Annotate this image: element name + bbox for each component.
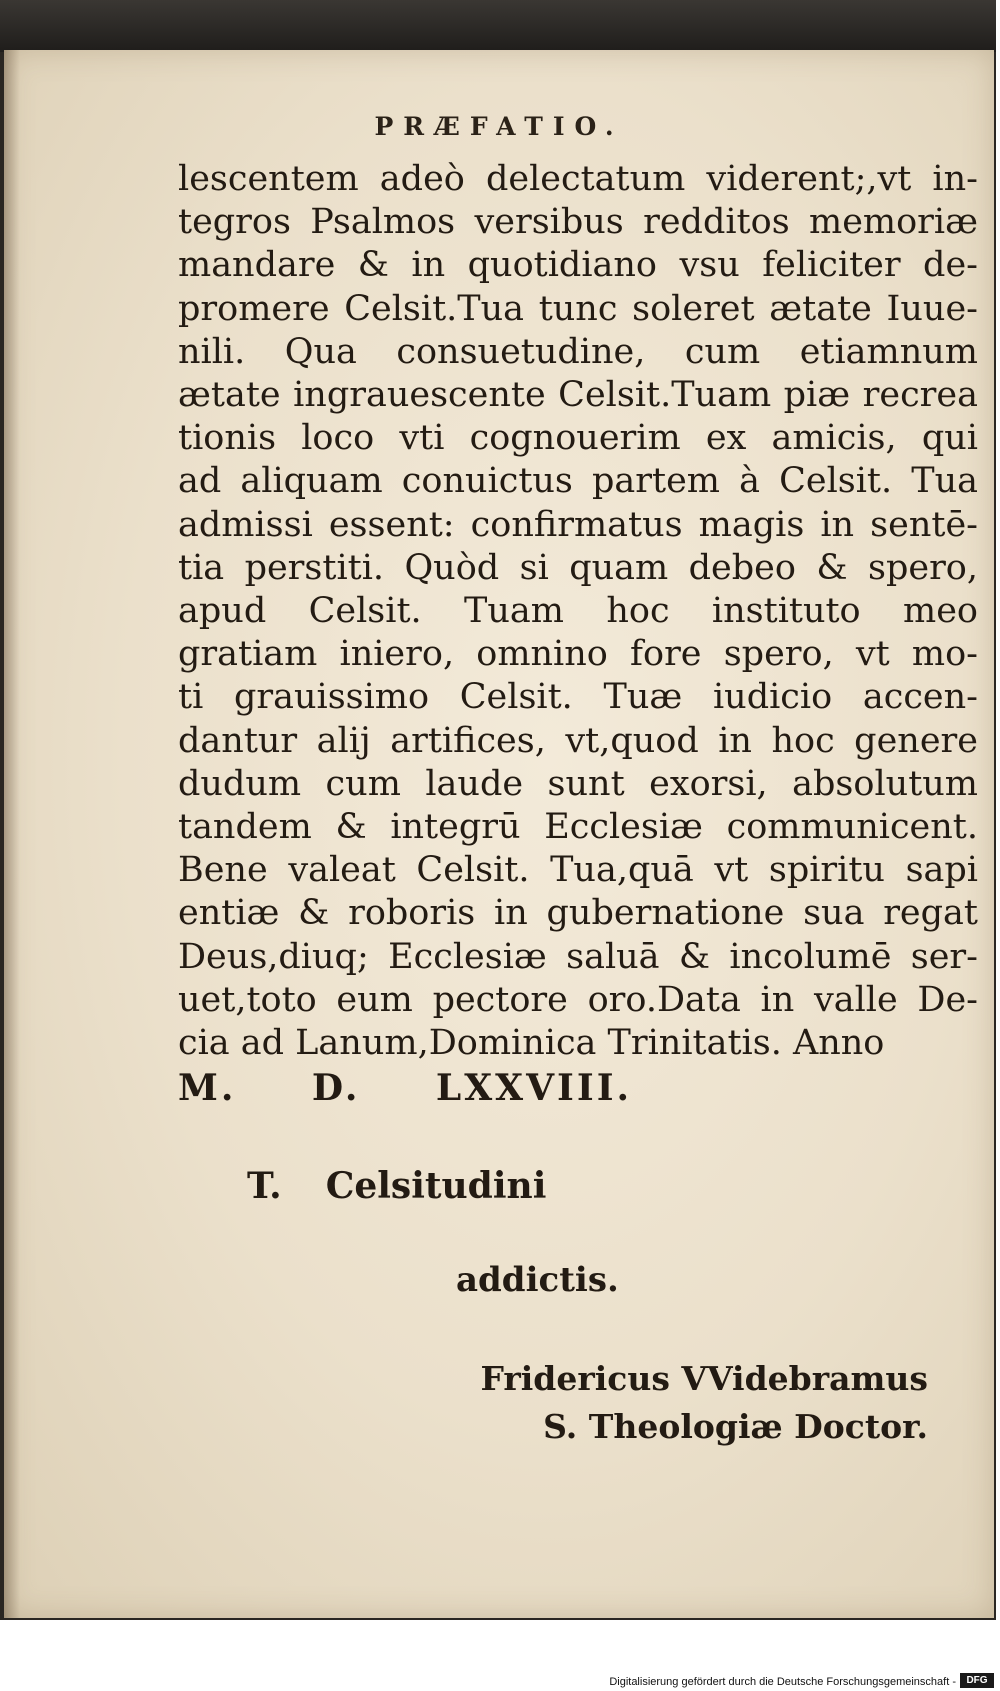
text-line: uet,toto eum pectore oro.Data in valle De-	[178, 979, 978, 1020]
text-line: ætate ingrauescente Celsit.Tuam piæ recrea	[178, 375, 978, 416]
scan-right-edge	[996, 0, 1000, 1691]
closing: addictis.	[456, 1260, 619, 1300]
text-line: gratiam iniero, omnino fore spero, vt mo-	[178, 634, 978, 675]
preface-text	[178, 158, 978, 1110]
text-line: ad aliquam conuictus partem à Celsit. Tua	[178, 461, 978, 502]
running-header: PRÆFATIO.	[374, 112, 624, 141]
author-name: Fridericus VVidebramus	[480, 1359, 928, 1398]
text-line: apud Celsit. Tuam hoc instituto meo	[178, 591, 978, 632]
scan-background-top	[0, 0, 1000, 52]
text-line: Bene valeat Celsit. Tua,quā vt spiritu sapi	[178, 850, 978, 891]
text-line: cia ad Lanum,Dominica Trinitatis. Anno	[178, 1023, 885, 1064]
text-line: tegros Psalmos versibus redditos memoriæ	[178, 202, 978, 243]
addressee: Celsitudini	[325, 1165, 547, 1207]
addressee-initial: T.	[247, 1165, 282, 1207]
text-line: entiæ & roboris in gubernatione sua regat	[178, 893, 978, 934]
text-line: mandare & in quotidiano vsu feliciter de-	[178, 245, 978, 286]
text-line: tionis loco vti cognouerim ex amicis, qui	[178, 418, 978, 459]
text-line: Deus,diuq; Ecclesiæ saluā & incolumē ser-	[178, 936, 978, 977]
funding-credit: Digitalisierung gefördert durch die Deutsche Forschungsgemeinschaft -	[609, 1676, 956, 1688]
text-line: tia perstiti. Quòd si quam debeo & spero,	[178, 547, 978, 588]
dfg-logo: DFG	[960, 1673, 994, 1688]
digitization-footer	[0, 1620, 1000, 1691]
addressee-line	[247, 1165, 546, 1207]
text-line: dudum cum laude sunt exorsi, absolutum	[178, 763, 978, 804]
text-line: dantur alij artifices, vt,quod in hoc genere	[178, 720, 978, 761]
text-line: lescentem adeò delectatum viderent;,vt in-	[178, 159, 978, 199]
text-line: nili. Qua consuetudine, cum etiamnum	[178, 331, 978, 372]
book-page	[4, 50, 994, 1618]
text-line: tandem & integrū Ecclesiæ communicent.	[178, 807, 978, 848]
text-line: promere Celsit.Tua tunc soleret ætate Iuue-	[178, 288, 978, 329]
text-line: admissi essent: confirmatus magis in sentē-	[178, 504, 978, 545]
signature-block	[481, 1355, 928, 1451]
page-gutter-shadow	[4, 50, 20, 1618]
author-title: S. Theologiæ Doctor.	[543, 1407, 928, 1446]
text-line: ti grauissimo Celsit. Tuæ iudicio accen-	[178, 677, 978, 718]
date-line: M. D. LXXVIII.	[178, 1067, 633, 1110]
